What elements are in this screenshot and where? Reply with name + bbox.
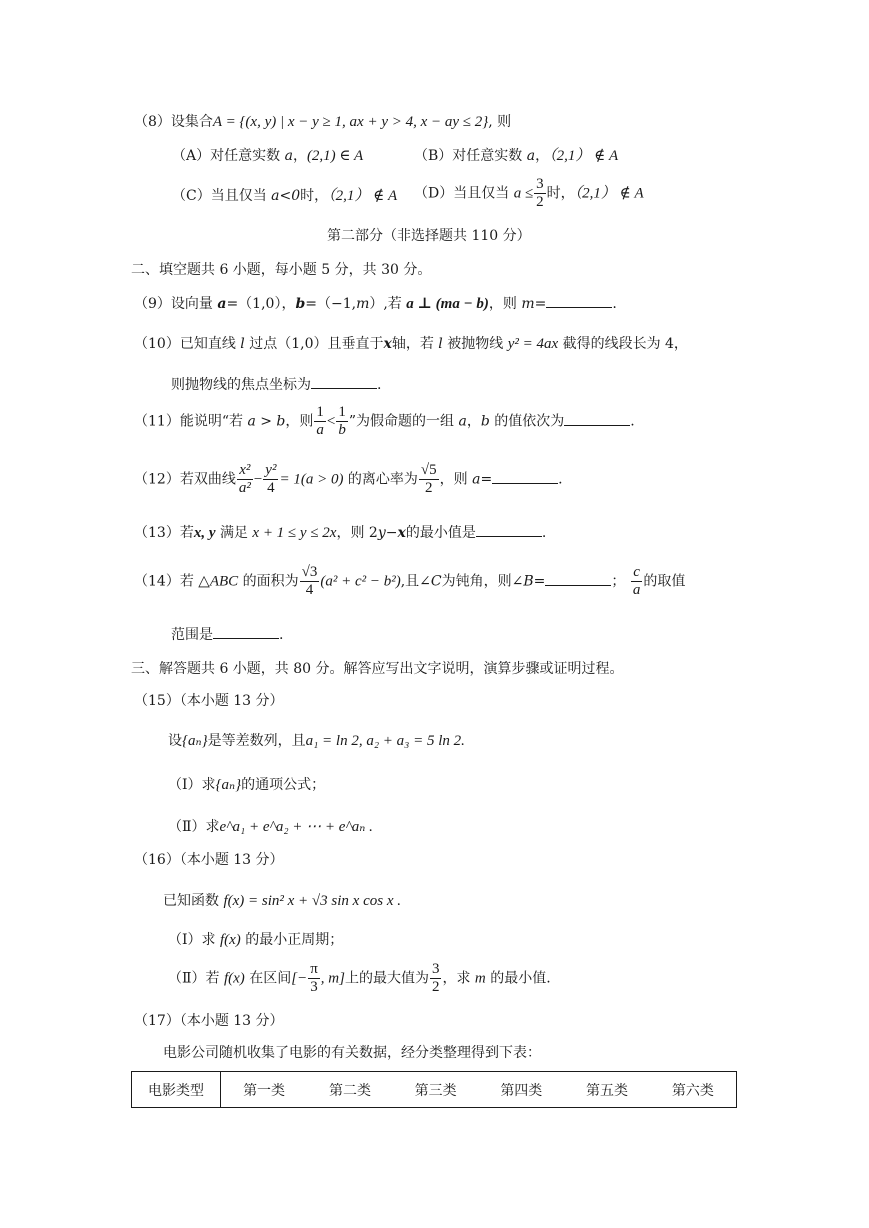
q8-option-d: （D）当且仅当 a ≤ $\frac{3}{2}$ 时，（2,1） ∉ A	[414, 176, 644, 210]
q17-intro: 电影公司随机收集了电影的有关数据，经分类整理得到下表：	[163, 1045, 541, 1061]
q16-heading: （16）（本小题 13 分）	[134, 852, 284, 868]
q15-part2: （Ⅱ）求e^a₁ + e^a₂ + ⋯ + e^aₙ .	[168, 819, 373, 835]
q14-stem: （14）若 △ABC 的面积为 $\frac{√3}{4}$ (a² + c² − b²),且∠C为钝角，则∠B= ； $\frac{c}{a}$ 的取值	[134, 564, 686, 598]
q8-option-b: （B）对任意实数 a，（2,1） ∉ A	[414, 148, 619, 164]
movie-data-table	[131, 1071, 737, 1108]
table-header-cell: 第五类	[564, 1072, 650, 1108]
q14-line2: 范围是 .	[171, 624, 283, 645]
table-header-cell: 第一类	[221, 1072, 308, 1108]
answer-blank	[213, 624, 279, 639]
q15-stem: 设{aₙ}是等差数列，且a₁ = ln 2, a₂ + a₃ = 5 ln 2.	[168, 733, 465, 749]
q16-stem: 已知函数 f(x) = sin² x + √3 sin x cos x .	[163, 893, 401, 909]
fraction: $\frac{\text{x²}}{\text{a²}}$	[238, 462, 251, 496]
answer-blank	[545, 571, 611, 586]
q13-stem: （13）若x, y 满足 x + 1 ≤ y ≤ 2x，则 2y−x的最小值是 .	[134, 522, 546, 543]
answer-blank	[546, 293, 612, 308]
q11-stem: （11）能说明“若 a > b，则 $\frac{1}{a}$ < $\frac{1}{b}$ ”为假命题的一组 a，b 的值依次为 .	[134, 404, 635, 438]
q16-part2: （Ⅱ）若 f(x) 在区间[− $\frac{\pi}{3}$ , m]上的最大值为 $\frac{3}{2}$ ，求 m 的最小值.	[168, 961, 551, 995]
q17-heading: （17）（本小题 13 分）	[134, 1013, 284, 1029]
q9-stem: （9）设向量 a=（1,0），b=（−1,m）,若 a ⊥ (ma − b)，则 m= .	[134, 293, 617, 314]
table-header-cell: 第二类	[307, 1072, 393, 1108]
fraction: $\frac{c}{a}$	[632, 564, 641, 598]
fraction: $\frac{1}{b}$	[338, 404, 346, 438]
table-header-cell: 第四类	[478, 1072, 564, 1108]
q8-stem: （8）设集合A = {(x, y) | x − y ≥ 1, ax + y > 4, x − ay ≤ 2}, 则	[134, 114, 512, 130]
q8-option-a: （A）对任意实数 a，(2,1) ∈ A	[172, 148, 364, 164]
q15-part1: （Ⅰ）求{aₙ}的通项公式；	[168, 777, 326, 793]
fraction: $\frac{√3}{4}$	[301, 564, 318, 598]
part2-title: 第二部分（非选择题共 110 分）	[327, 228, 531, 244]
fraction: $\frac{3}{2}$	[431, 961, 440, 995]
table-header-row	[132, 1072, 737, 1108]
answer-blank	[476, 522, 542, 537]
q12-stem: （12）若双曲线 $\frac{\text{x²}}{\text{a²}}$ − $\frac{\text{y²}}{4}$ = 1(a > 0) 的离心率为 $\frac{√5}{2}$ ，则 a= .	[134, 462, 563, 496]
fraction: $\frac{3}{2}$	[536, 176, 544, 210]
q8-option-c: （C）当且仅当 a<0时，（2,1） ∉ A	[172, 188, 398, 204]
fraction: $\frac{1}{a}$	[316, 404, 324, 438]
fraction: $\frac{\text{y²}}{4}$	[265, 462, 277, 496]
fraction: $\frac{\pi}{3}$	[310, 961, 318, 995]
answer-blank	[492, 469, 558, 484]
fraction: $\frac{√5}{2}$	[420, 462, 437, 496]
table-header-cell: 第三类	[393, 1072, 479, 1108]
table-header-cell: 第六类	[650, 1072, 737, 1108]
answer-blank	[311, 374, 377, 389]
table-header-cell: 电影类型	[132, 1072, 221, 1108]
answer-blank	[564, 411, 630, 426]
q10-line2: 则抛物线的焦点坐标为 .	[171, 374, 381, 395]
section3-heading: 三、解答题共 6 小题，共 80 分。解答应写出文字说明，演算步骤或证明过程。	[131, 661, 624, 677]
q15-heading: （15）（本小题 13 分）	[134, 693, 284, 709]
q10-stem: （10）已知直线 l 过点（1,0）且垂直于x轴，若 l 被抛物线 y² = 4ax 截得的线段长为 4，	[134, 336, 688, 352]
section2-heading: 二、填空题共 6 小题，每小题 5 分，共 30 分。	[131, 262, 432, 278]
q16-part1: （Ⅰ）求 f(x) 的最小正周期；	[168, 932, 344, 948]
